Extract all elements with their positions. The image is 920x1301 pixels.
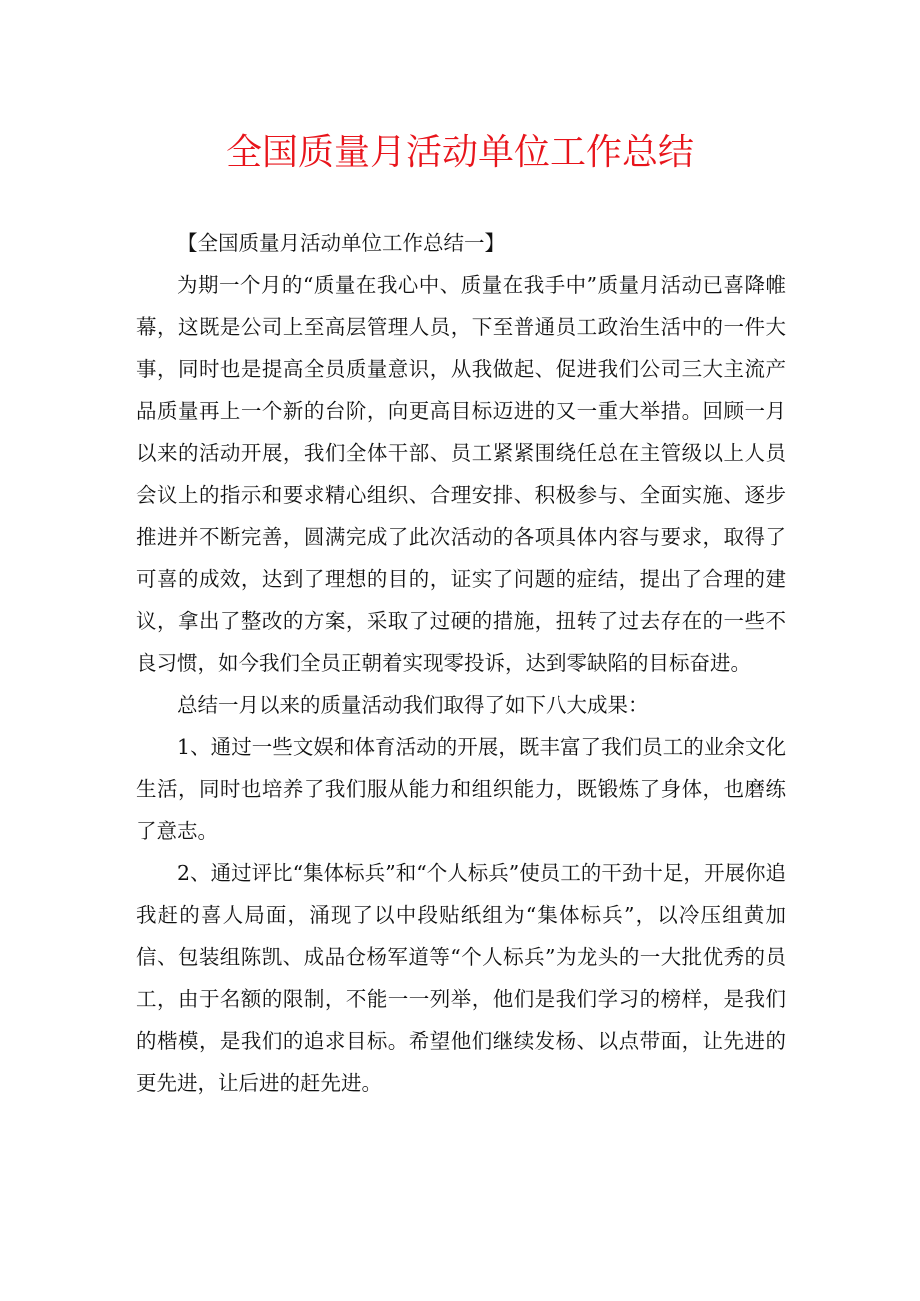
document-body <box>136 222 786 1104</box>
paragraph-intro: 为期一个月的“质量在我心中、质量在我手中”质量月活动已喜降帷幕，这既是公司上至高层管理人员，下至普通员工政治生活中的一件大事，同时也是提高全员质量意识，从我做起、促进我们公司三大主流产品质量再上一个新的台阶，向更高目标迈进的又一重大举措。回顾一月以来的活动开展，我们全体干部、员工紧紧围绕任总在主管级以上人员会议上的指示和要求精心组织、合理安排、积极参与、全面实施、逐步推进并不断完善，圆满完成了此次活动的各项具体内容与要求，取得了可喜的成效，达到了理想的目的，证实了问题的症结，提出了合理的建议，拿出了整改的方案，采取了过硬的措施，扭转了过去存在的一些不良习惯，如今我们全员正朝着实现零投诉，达到零缺陷的目标奋进。 <box>136 273 786 675</box>
document-title: 全国质量月活动单位工作总结 <box>225 132 694 173</box>
section-heading: 【全国质量月活动单位工作总结一】 <box>177 231 505 255</box>
paragraph-achievement-2: 2、通过评比“集体标兵”和“个人标兵”使员工的干劲十足，开展你追我赶的喜人局面，涌现了以中段贴纸组为“集体标兵”，以冷压组黄加信、包装组陈凯、成品仓杨军道等“个人标兵”为龙头的一大批优秀的员工，由于名额的限制，不能一一列举，他们是我们学习的榜样，是我们的楷模，是我们的追求目标。希望他们继续发杨、以点带面，让先进的更先进，让后进的赶先进。 <box>136 861 786 1095</box>
paragraph-achievement-1: 1、通过一些文娱和体育活动的开展，既丰富了我们员工的业余文化生活，同时也培养了我们服从能力和组织能力，既锻炼了身体，也磨练了意志。 <box>136 735 786 843</box>
paragraph-summary-lead: 总结一月以来的质量活动我们取得了如下八大成果： <box>177 693 649 717</box>
